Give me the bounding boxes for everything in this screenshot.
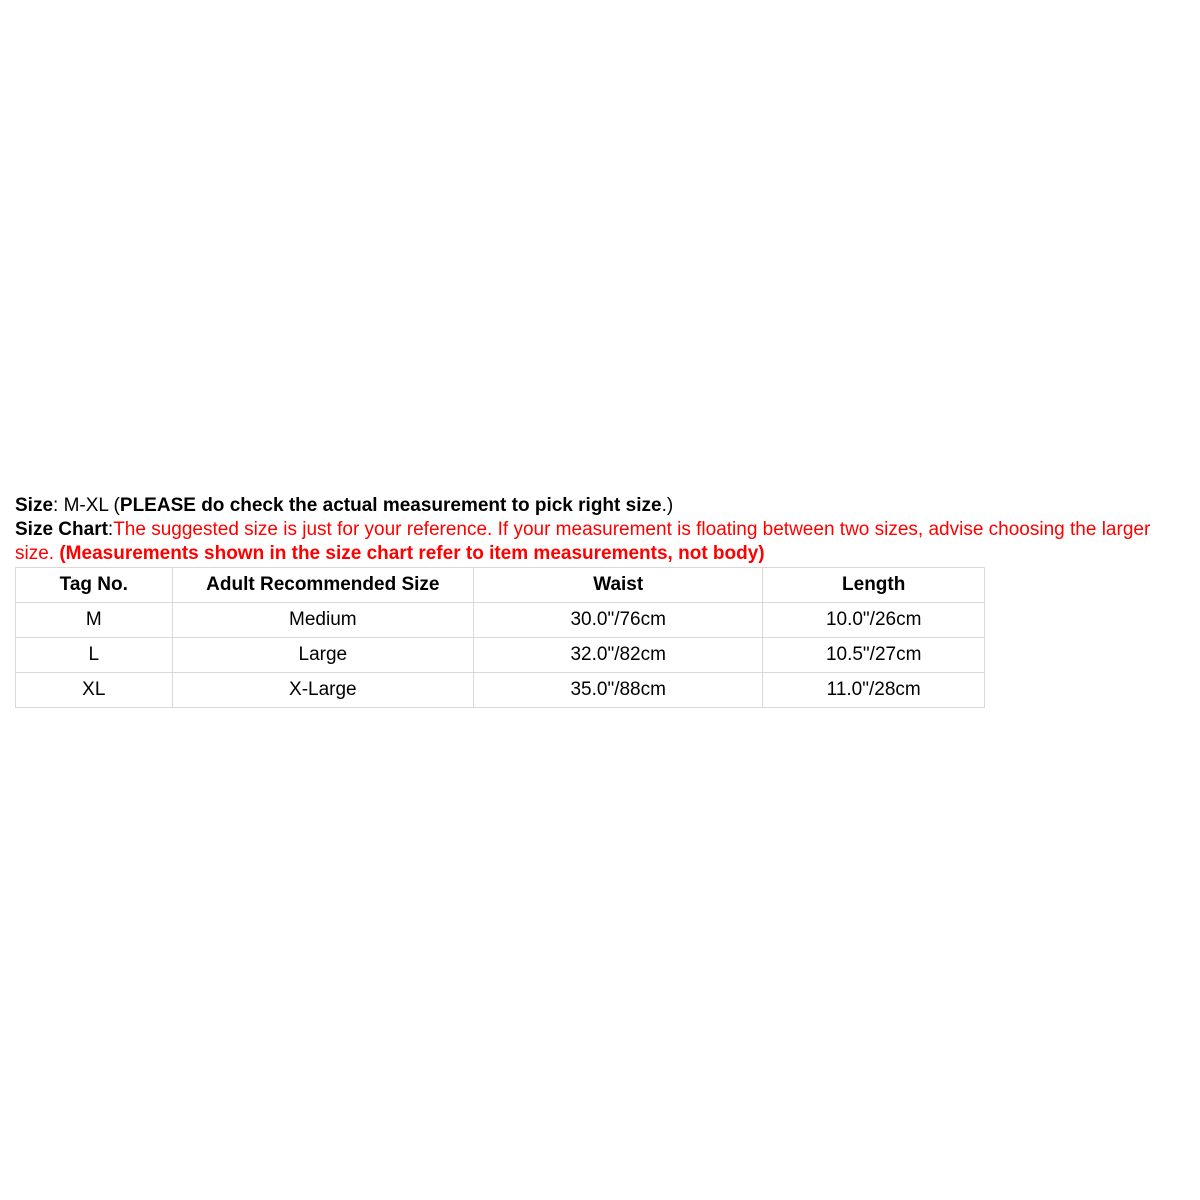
please-text: PLEASE [119,495,196,516]
size-info-block [15,494,1193,708]
cell-tag: M [16,603,173,638]
size-chart-line [15,518,1193,566]
header-waist: Waist [474,568,763,603]
cell-size: X-Large [172,673,473,708]
cell-length: 10.5"/27cm [763,638,985,673]
header-adult-size: Adult Recommended Size [172,568,473,603]
check-measurement-text: do check the actual measurement to pick right size [195,495,662,516]
header-tag-no: Tag No. [16,568,173,603]
size-table [15,567,985,708]
size-chart-colon: : [107,519,114,540]
measurement-note: (Measurements shown in the size chart refer to item measurements, not body) [59,543,765,564]
cell-length: 10.0"/26cm [763,603,985,638]
size-value: M-XL ( [63,495,120,516]
cell-waist: 32.0"/82cm [474,638,763,673]
table-row [16,638,985,673]
size-line [15,494,1193,518]
cell-size: Medium [172,603,473,638]
table-row [16,603,985,638]
size-colon: : [53,495,64,516]
cell-waist: 30.0"/76cm [474,603,763,638]
table-header-row [16,568,985,603]
cell-tag: XL [16,673,173,708]
table-row [16,673,985,708]
size-chart-note: The suggested size is just for your reference. If your measurement is floating between two sizes, advise choosing the larger size. [15,519,1151,564]
cell-size: Large [172,638,473,673]
cell-tag: L [16,638,173,673]
size-label: Size [15,495,54,516]
header-length: Length [763,568,985,603]
size-chart-label: Size Chart [15,519,108,540]
cell-length: 11.0"/28cm [763,673,985,708]
cell-waist: 35.0"/88cm [474,673,763,708]
size-line-end: .) [661,495,674,516]
